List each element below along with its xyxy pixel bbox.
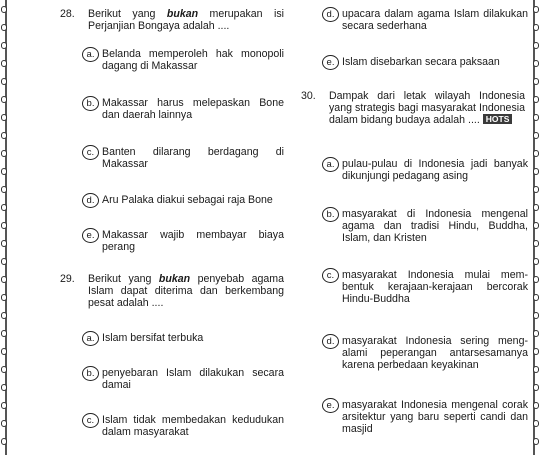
right-binder-rings — [532, 0, 540, 455]
q30-option-a-letter[interactable]: a. — [322, 157, 339, 172]
question-29-text — [88, 273, 284, 310]
q29-option-a-text: Islam bersifat terbuka — [102, 332, 204, 344]
q28-option-c-letter[interactable]: c. — [82, 145, 99, 160]
q28-option-b-text: Makassar harus melepaskan Bone dan daerah lainnya — [102, 97, 284, 122]
question-30-text — [329, 90, 525, 127]
q28-option-b-letter[interactable]: b. — [82, 96, 99, 111]
q29-option-a-letter[interactable]: a. — [82, 331, 99, 346]
question-29-emphasis: bukan — [158, 273, 191, 285]
q29-option-d-letter[interactable]: d. — [322, 7, 339, 22]
question-28-emphasis: bukan — [166, 8, 199, 20]
q30-option-d-letter[interactable]: d. — [322, 334, 339, 349]
q28-option-e-text: Makassar wajib membayar biaya perang — [102, 229, 284, 254]
question-28-prefix: Berikut yang — [88, 8, 167, 20]
q30-option-e-letter[interactable]: e. — [322, 398, 339, 413]
q28-option-d-letter[interactable]: d. — [82, 193, 99, 208]
q29-option-b-letter[interactable]: b. — [82, 366, 99, 381]
q28-option-e-letter[interactable]: e. — [82, 228, 99, 243]
q28-option-a-letter[interactable]: a. — [82, 47, 99, 62]
question-29-suffix: penyebab agama Islam dapat diterima dan berkembang pesat adalah .... — [88, 273, 284, 310]
question-28-text — [88, 8, 284, 32]
question-28-number: 28. — [60, 8, 75, 20]
q30-option-e-text: masyarakat Indonesia mengenal corak arsitektur yang baru seperti candi dan masjid — [342, 399, 528, 436]
question-29-number: 29. — [60, 273, 75, 285]
q29-option-d-text: upacara dalam agama Islam dilakukan secara sederhana — [342, 8, 528, 33]
question-28-suffix: merupakan isi Perjanjian Bongaya adalah .... — [88, 8, 284, 33]
question-30-body: Dampak dari letak wilayah Indonesia yang strategis bagi masyarakat Indonesia dalam bidang budaya adalah .... — [329, 90, 525, 127]
q30-option-a-text: pulau-pulau di Indonesia jadi banyak dikunjungi pedagang asing — [342, 158, 528, 183]
q30-option-b-text: masyarakat di Indonesia mengenal agama dan tradisi Hindu, Buddha, Islam, dan Kristen — [342, 208, 528, 245]
q29-option-e-text: Islam disebarkan secara paksaan — [342, 56, 500, 68]
q28-option-a-text: Belanda memperoleh hak monopoli dagang di Makassar — [102, 48, 284, 73]
q29-option-b-text: penyebaran Islam dilakukan secara damai — [102, 367, 284, 392]
q29-option-e-letter[interactable]: e. — [322, 55, 339, 70]
q28-option-c-text: Banten dilarang berdagang di Makassar — [102, 146, 284, 171]
q30-option-d-text: masyarakat Indonesia sering meng-alami peperangan antarsesamanya karena perbedaan keyakinan — [342, 335, 528, 372]
q29-option-c-letter[interactable]: c. — [82, 413, 99, 428]
question-29-prefix: Berikut yang — [88, 273, 159, 285]
q30-option-b-letter[interactable]: b. — [322, 207, 339, 222]
q29-option-c-text: Islam tidak membedakan kedudukan dalam masyarakat — [102, 414, 284, 439]
q30-option-c-letter[interactable]: c. — [322, 268, 339, 283]
q30-option-c-text: masyarakat Indonesia mulai mem-bentuk kerajaan-kerajaan bercorak Hindu-Buddha — [342, 269, 528, 306]
left-binder-rings — [0, 0, 8, 455]
question-30-number: 30. — [301, 90, 316, 102]
hots-badge: HOTS — [483, 114, 513, 124]
q28-option-d-text: Aru Palaka diakui sebagai raja Bone — [102, 194, 273, 206]
